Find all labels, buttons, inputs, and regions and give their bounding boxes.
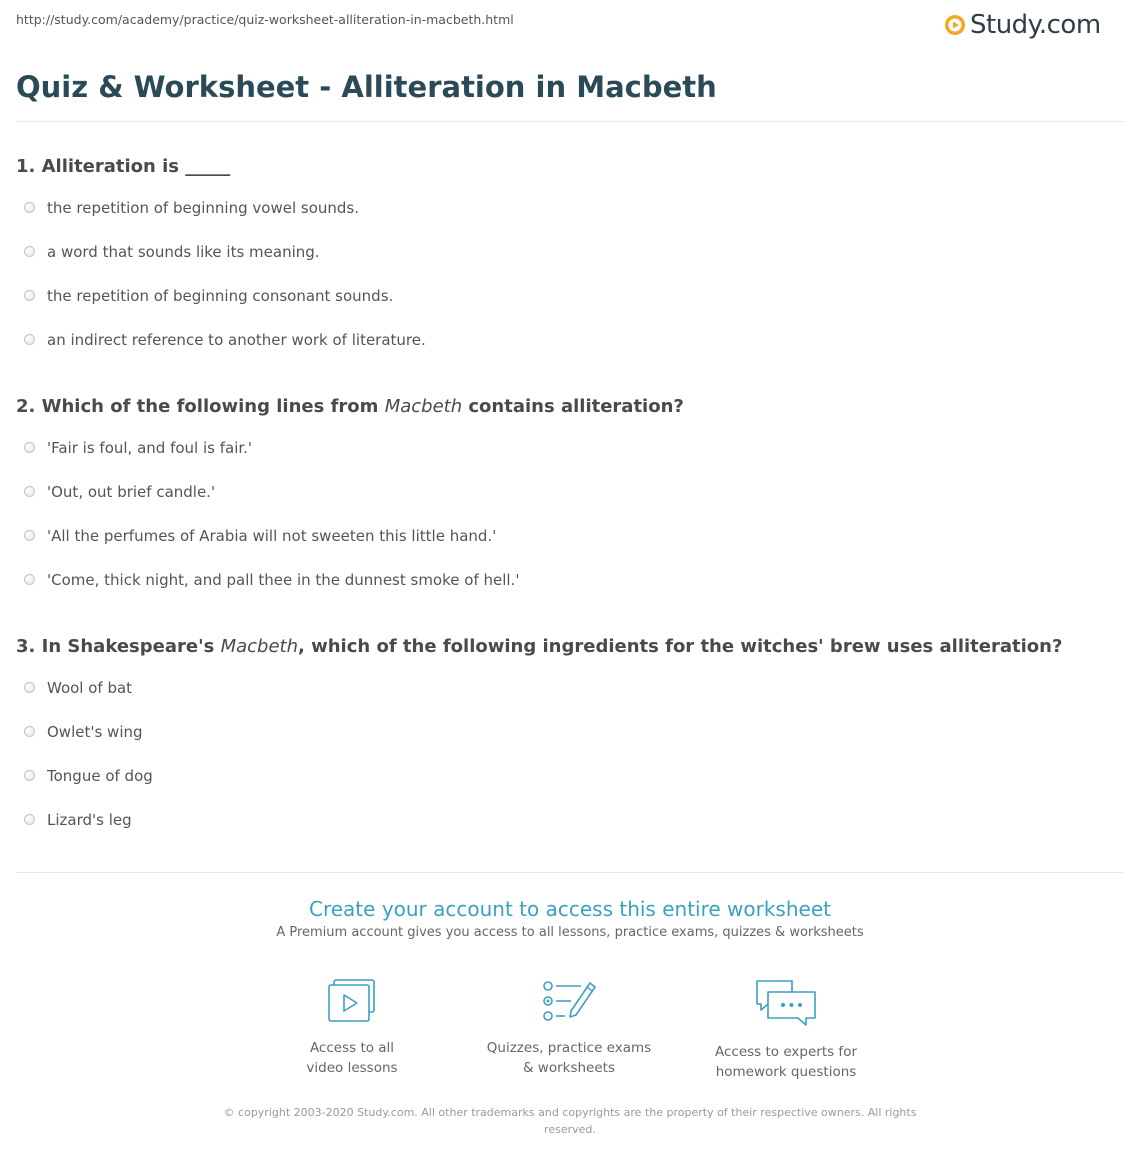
study-logo[interactable] bbox=[944, 8, 1101, 42]
question-text: 1. Alliteration is _____ bbox=[16, 156, 231, 177]
answer-option[interactable] bbox=[16, 330, 1126, 374]
quiz-checklist-icon bbox=[541, 978, 597, 1024]
video-lessons-icon bbox=[326, 978, 378, 1024]
header-bar bbox=[0, 0, 1140, 50]
question-2 bbox=[16, 394, 1126, 614]
feature-experts bbox=[696, 978, 876, 1082]
radio-button[interactable] bbox=[24, 814, 35, 825]
answer-option[interactable] bbox=[16, 766, 1126, 810]
title-divider bbox=[16, 121, 1124, 122]
radio-button[interactable] bbox=[24, 682, 35, 693]
option-label: 'Come, thick night, and pall thee in the dunnest smoke of hell.' bbox=[47, 571, 520, 589]
option-label: the repetition of beginning consonant sounds. bbox=[47, 287, 394, 305]
radio-button[interactable] bbox=[24, 202, 35, 213]
answer-option[interactable] bbox=[16, 198, 1126, 242]
question-3 bbox=[16, 634, 1126, 854]
feature-quizzes bbox=[479, 978, 659, 1078]
cta-divider bbox=[16, 872, 1124, 873]
play-circle-icon bbox=[944, 14, 966, 36]
page-title: Quiz & Worksheet - Alliteration in Macbeth bbox=[16, 70, 717, 104]
answer-options bbox=[16, 198, 1126, 374]
answer-option[interactable] bbox=[16, 526, 1126, 570]
radio-button[interactable] bbox=[24, 290, 35, 301]
feature-label: Access to experts for homework questions bbox=[714, 1044, 857, 1080]
copyright-footer: © copyright 2003-2020 Study.com. All other trademarks and copyrights are the property of their respective owners. All rights reserved. bbox=[223, 1106, 917, 1136]
question-text: 3. In Shakespeare's Macbeth, which of the following ingredients for the witches' brew uses alliteration? bbox=[16, 636, 1063, 657]
radio-button[interactable] bbox=[24, 442, 35, 453]
answer-options bbox=[16, 438, 1126, 614]
option-label: Lizard's leg bbox=[47, 811, 132, 829]
answer-option[interactable] bbox=[16, 570, 1126, 614]
cta-subtitle: A Premium account gives you access to all lessons, practice exams, quizzes & worksheets bbox=[276, 925, 864, 940]
answer-option[interactable] bbox=[16, 438, 1126, 482]
option-label: a word that sounds like its meaning. bbox=[47, 243, 320, 261]
option-label: Owlet's wing bbox=[47, 723, 143, 741]
option-label: Tongue of dog bbox=[47, 767, 153, 785]
option-label: 'All the perfumes of Arabia will not sweeten this little hand.' bbox=[47, 527, 497, 545]
feature-label: Access to all video lessons bbox=[306, 1040, 398, 1076]
feature-label: Quizzes, practice exams & worksheets bbox=[486, 1040, 652, 1076]
question-1 bbox=[16, 154, 1126, 374]
option-label: Wool of bat bbox=[47, 679, 133, 697]
chat-bubbles-icon bbox=[754, 978, 818, 1028]
option-label: the repetition of beginning vowel sounds. bbox=[47, 199, 359, 217]
answer-option[interactable] bbox=[16, 242, 1126, 286]
radio-button[interactable] bbox=[24, 246, 35, 257]
radio-button[interactable] bbox=[24, 574, 35, 585]
answer-option[interactable] bbox=[16, 722, 1126, 766]
radio-button[interactable] bbox=[24, 334, 35, 345]
answer-option[interactable] bbox=[16, 482, 1126, 526]
signup-cta bbox=[0, 895, 1140, 940]
radio-button[interactable] bbox=[24, 770, 35, 781]
feature-video-lessons bbox=[262, 978, 442, 1078]
option-label: an indirect reference to another work of literature. bbox=[47, 331, 426, 349]
answer-option[interactable] bbox=[16, 810, 1126, 854]
option-label: 'Out, out brief candle.' bbox=[47, 483, 216, 501]
logo-text: Study.com bbox=[970, 10, 1101, 40]
answer-option[interactable] bbox=[16, 286, 1126, 330]
question-text: 2. Which of the following lines from Macbeth contains alliteration? bbox=[16, 396, 684, 417]
page-url: http://study.com/academy/practice/quiz-worksheet-alliteration-in-macbeth.html bbox=[16, 12, 514, 27]
radio-button[interactable] bbox=[24, 486, 35, 497]
cta-title-link[interactable]: Create your account to access this entire worksheet bbox=[309, 897, 831, 921]
radio-button[interactable] bbox=[24, 530, 35, 541]
answer-option[interactable] bbox=[16, 678, 1126, 722]
radio-button[interactable] bbox=[24, 726, 35, 737]
option-label: 'Fair is foul, and foul is fair.' bbox=[47, 439, 253, 457]
answer-options bbox=[16, 678, 1126, 854]
